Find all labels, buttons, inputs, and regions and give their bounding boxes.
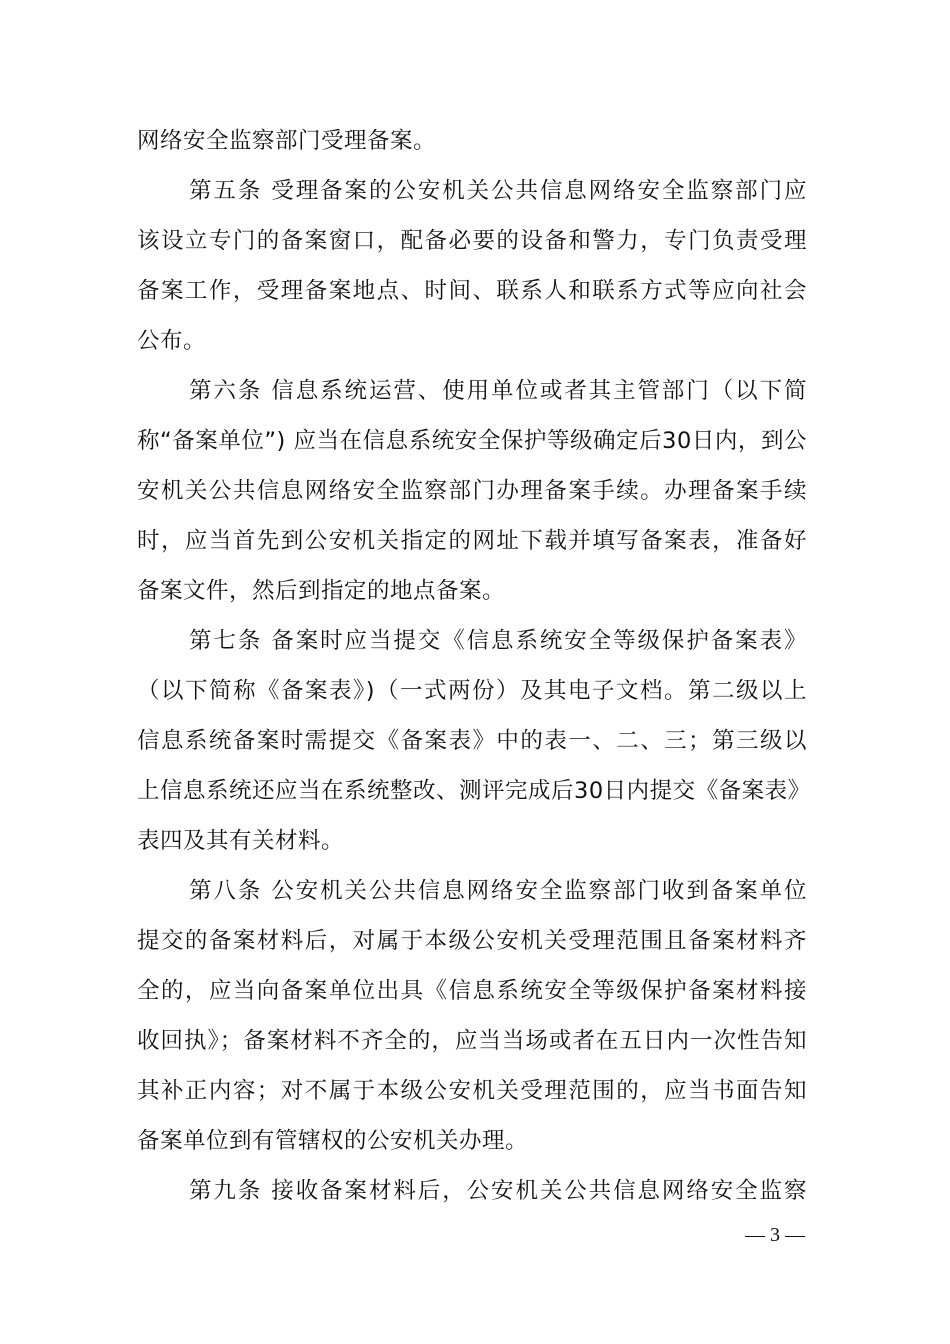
text-line-7: 称“备案单位”) 应当在信息系统安全保护等级确定后30日内，到公 (137, 428, 807, 454)
text-line-12: （以下简称《备案表》)（一式两份）及其电子文档。第二级以上 (137, 678, 807, 704)
text-line-9: 时，应当首先到公安机关指定的网址下载并填写备案表，准备好 (137, 528, 807, 554)
article-5-heading-line: 第五条 受理备案的公安机关公共信息网络安全监察部门应 (189, 178, 807, 204)
article-9-heading-line: 第九条 接收备案材料后，公安机关公共信息网络安全监察 (189, 1178, 807, 1204)
text-line-5: 公布。 (137, 328, 207, 354)
text-line-17: 提交的备案材料后，对属于本级公安机关受理范围且备案材料齐 (137, 928, 807, 954)
article-8-heading-line: 第八条 公安机关公共信息网络安全监察部门收到备案单位 (189, 878, 807, 904)
text-line-21: 备案单位到有管辖权的公安机关办理。 (137, 1128, 529, 1154)
text-line-19: 收回执》；备案材料不齐全的，应当当场或者在五日内一次性告知 (137, 1028, 807, 1054)
text-line-4: 备案工作，受理备案地点、时间、联系人和联系方式等应向社会 (137, 278, 807, 304)
text-line-20: 其补正内容；对不属于本级公安机关受理范围的，应当书面告知 (137, 1078, 807, 1104)
text-line-18: 全的，应当向备案单位出具《信息系统安全等级保护备案材料接 (137, 978, 807, 1004)
text-line-10: 备案文件，然后到指定的地点备案。 (137, 578, 506, 604)
article-7-heading-line: 第七条 备案时应当提交《信息系统安全等级保护备案表》 (189, 628, 807, 654)
text-line-13: 信息系统备案时需提交《备案表》中的表一、二、三；第三级以 (137, 728, 807, 754)
article-6-heading-line: 第六条 信息系统运营、使用单位或者其主管部门（以下简 (189, 378, 807, 404)
text-line-15: 表四及其有关材料。 (137, 828, 345, 854)
text-line-8: 安机关公共信息网络安全监察部门办理备案手续。办理备案手续 (137, 478, 807, 504)
text-line-14: 上信息系统还应当在系统整改、测评完成后30日内提交《备案表》 (137, 778, 811, 804)
page-number: — 3 — (745, 1224, 805, 1246)
text-line-1: 网络安全监察部门受理备案。 (137, 128, 437, 154)
text-line-3: 该设立专门的备案窗口，配备必要的设备和警力，专门负责受理 (137, 228, 807, 254)
